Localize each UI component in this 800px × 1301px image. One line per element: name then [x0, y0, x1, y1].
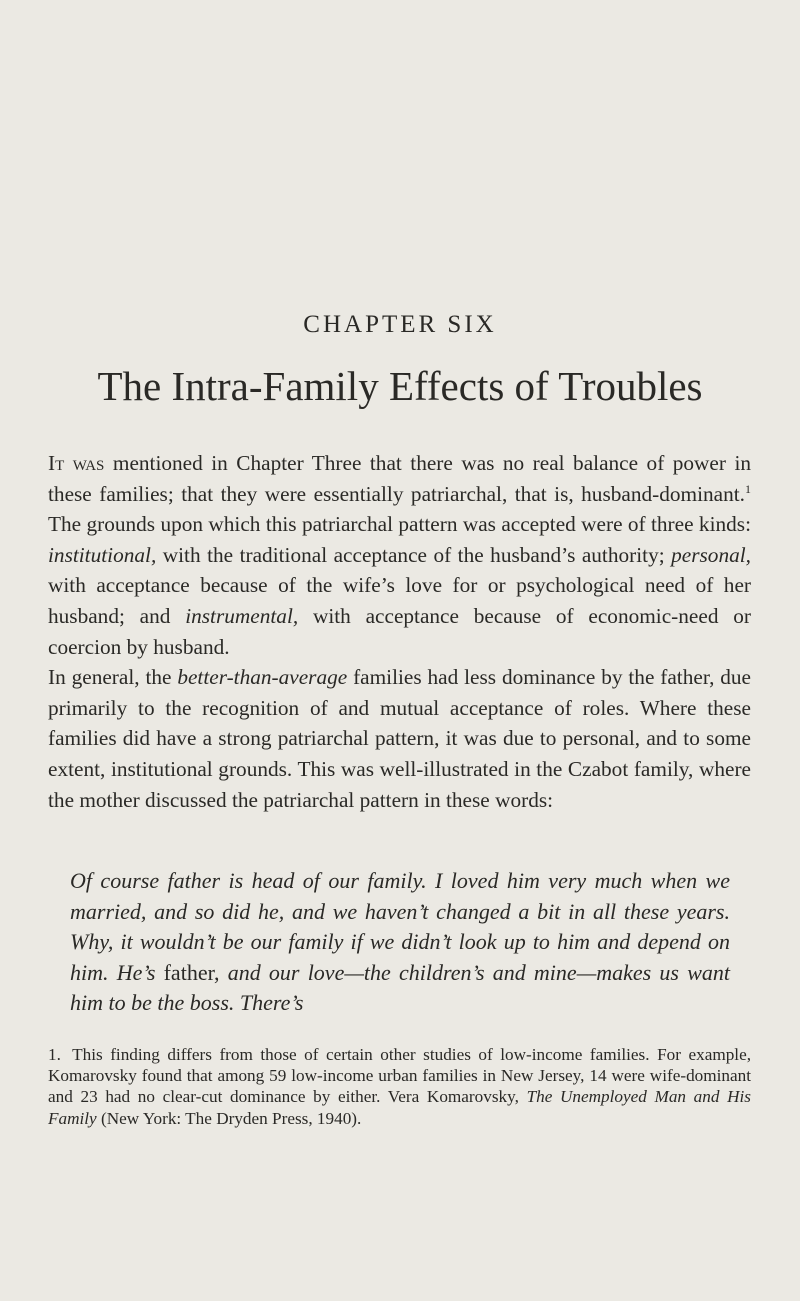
paragraph-1: [48, 448, 751, 662]
paragraph-2: [48, 662, 751, 815]
footnote-part-2: (New York: The Dryden Press, 1940).: [96, 1108, 362, 1128]
kind-instrumental: instrumental,: [185, 603, 299, 628]
chapter-title: The Intra-Family Effects of Troubles: [97, 363, 703, 409]
paragraph-1-part-3: with the traditional acceptance of the husband’s authority;: [156, 542, 672, 567]
paragraph-1-lead: It was: [48, 451, 105, 475]
paragraph-1-part-4: with acceptance because of the wife’s love for or psychological need of her husband; and: [48, 573, 751, 628]
paragraph-2-part-2: families had less dominance by the father, due primarily to the recognition of and mutual acceptance of roles. Where these families did have a strong patriarchal pattern, it was due to personal, and to some extent, institutional grounds. This was well-illustrated in the Czabot family, where the mother discussed the patriarchal pattern in these words:: [48, 665, 751, 812]
paragraph-2-emphasis: better-than-average: [177, 665, 348, 690]
paragraph-2-part-1: In general, the: [48, 665, 178, 690]
quote-part-2: and our love—the children’s and mine—makes us want him to be the boss. There’s: [70, 959, 730, 1016]
kind-personal: personal,: [671, 542, 751, 567]
paragraph-1-part-1: mentioned in Chapter Three that there was no real balance of power in these families; that they were essentially patriarchal, that is, husband-dominant.: [48, 451, 752, 506]
body-text: [48, 448, 751, 815]
block-quote: [70, 866, 730, 1019]
footnote-reference: 1: [745, 481, 751, 496]
footnote-book-title: The Unemployed Man and His Family: [48, 1087, 751, 1128]
footnote-part-1: This finding differs from those of certain other studies of low-income families. For example, Komarovsky found that among 59 low-income urban families in New Jersey, 14 were wife-dominant and 23 had no clear-cut dominance by either. Vera Komarovsky,: [48, 1045, 751, 1107]
quote-part-1: Of course father is head of our family. I loved him very much when we married, and so did he, and we haven’t changed a bit in all these years. Why, it wouldn’t be our family if we didn’t look up to him and depend on him. He’s: [70, 868, 730, 985]
footnote: [48, 1044, 751, 1129]
quote-roman-word: father,: [163, 959, 220, 985]
footnote-number: 1.: [48, 1045, 61, 1064]
chapter-label: CHAPTER SIX: [303, 311, 497, 338]
kind-institutional: institutional,: [48, 542, 157, 567]
paragraph-1-part-2: The grounds upon which this patriarchal pattern was accepted were of three kinds:: [48, 512, 751, 537]
paragraph-1-part-5: with acceptance because of economic-need or coercion by husband.: [48, 603, 751, 659]
